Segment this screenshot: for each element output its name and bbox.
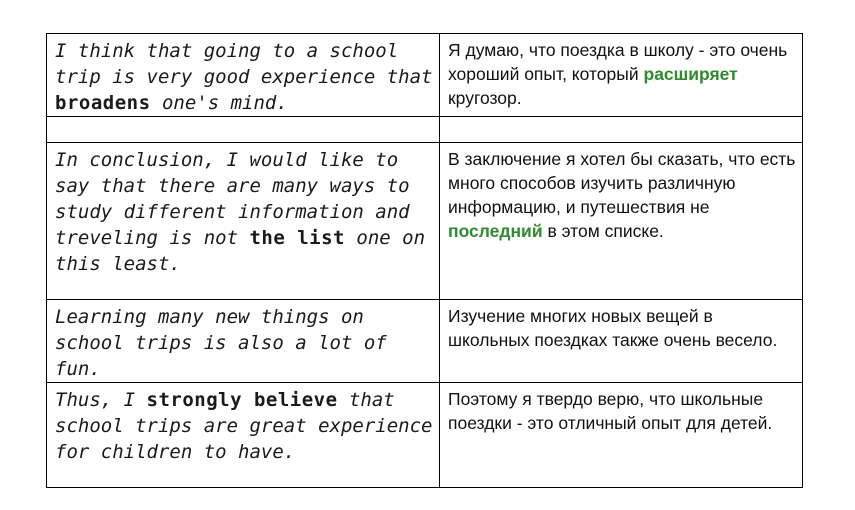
highlighted-word: broadens (55, 92, 151, 114)
text: I think that going to a school trip is very good experience that (55, 40, 433, 88)
text: Изучение многих новых вещей в школьных поездках также очень весело. (448, 306, 778, 350)
table-row (47, 117, 803, 143)
english-cell (47, 117, 440, 143)
text: Learning many new things on school trips is also a lot of fun. (55, 306, 387, 380)
english-cell (47, 300, 440, 383)
text: кругозор. (448, 88, 522, 108)
english-cell (47, 383, 440, 488)
highlighted-word: strongly believe (146, 389, 338, 411)
text: Thus, I (55, 389, 147, 411)
text: In conclusion, I would like to say that there are many ways to study different information and treveling is not (55, 149, 410, 249)
text: Поэтому я твердо верю, что школьные поездки - это отличный опыт для детей. (448, 389, 773, 433)
text: one's mind. (150, 92, 288, 114)
text: Я думаю, что поездка в школу - это очень хороший опыт, который (448, 40, 788, 84)
highlighted-word: расширяет (643, 64, 738, 84)
russian-cell (440, 383, 803, 488)
table-row (47, 383, 803, 488)
text: в этом списке. (542, 221, 664, 241)
translation-table (46, 33, 803, 488)
russian-cell (440, 117, 803, 143)
table-row (47, 34, 803, 117)
text: В заключение я хотел бы сказать, что есть много способов изучить различную информацию, и путешествия не (448, 149, 796, 217)
russian-cell (440, 143, 803, 300)
english-cell (47, 34, 440, 117)
highlighted-word: последний (448, 221, 543, 241)
russian-cell (440, 34, 803, 117)
highlighted-word: the list (249, 227, 345, 249)
table-row (47, 143, 803, 300)
text: that school trips are great experience for children to have. (55, 389, 433, 463)
text: one on this least. (55, 227, 426, 275)
table-row (47, 300, 803, 383)
russian-cell (440, 300, 803, 383)
english-cell (47, 143, 440, 300)
